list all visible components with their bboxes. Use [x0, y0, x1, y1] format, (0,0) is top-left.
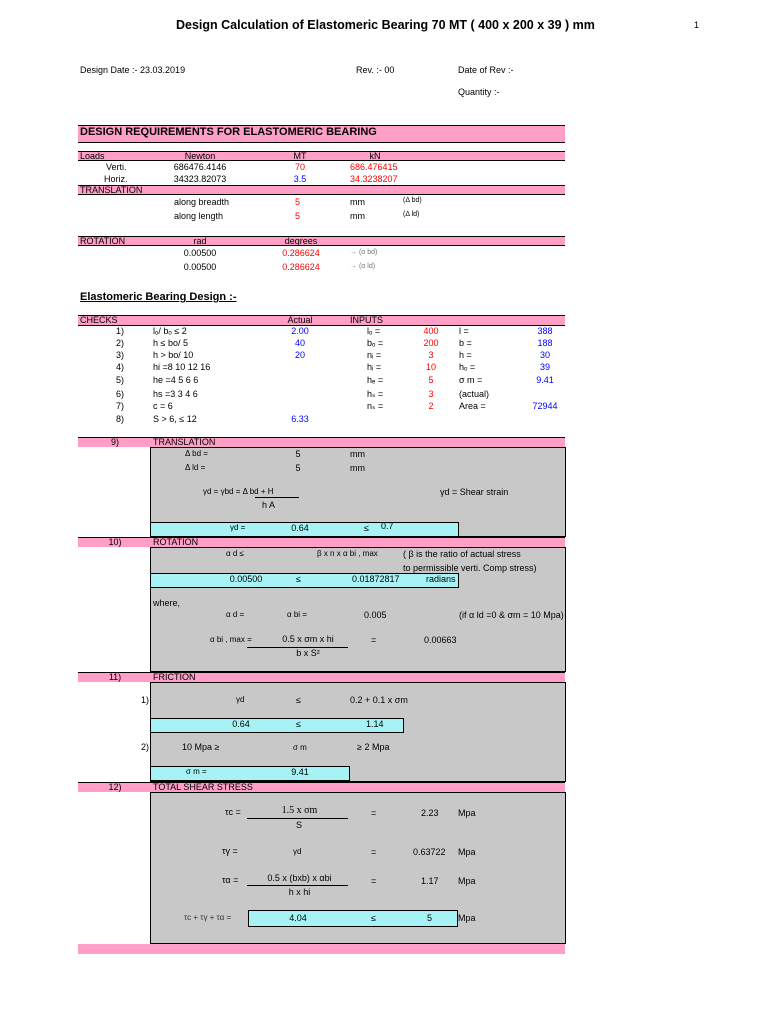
- newton-header: Newton: [184, 151, 216, 161]
- s12-title: TOTAL SHEAR STRESS: [153, 782, 253, 792]
- check-input-value: 2: [428, 401, 434, 411]
- s10-equals: =: [371, 635, 377, 645]
- s12-ta-label: τα =: [222, 875, 239, 885]
- s9-result-label: γd =: [230, 523, 246, 532]
- s12-ty-unit: Mpa: [458, 847, 476, 857]
- along-length-label: along length: [174, 211, 224, 221]
- s9-result-limit: 0.7: [381, 521, 394, 531]
- s10-condition: (if α ld =0 & σm = 10 Mpa): [459, 610, 564, 620]
- s12-ty-equals: =: [371, 847, 377, 857]
- s10-abi-value: 0.005: [364, 610, 387, 620]
- check-condition: S > 6, ≤ 12: [153, 414, 197, 424]
- degrees-header: degrees: [284, 236, 318, 246]
- check-number: 7): [115, 401, 124, 411]
- s11-c2-result-value: 9.41: [291, 767, 309, 777]
- check-input-value: 10: [425, 362, 436, 372]
- check-number: 8): [115, 414, 124, 424]
- s11-c1-result-left: 0.64: [232, 719, 250, 729]
- check-input-label: hₑ =: [367, 375, 384, 385]
- s10-title: ROTATION: [153, 537, 199, 547]
- check-number: 2): [115, 338, 124, 348]
- s10-where: where,: [153, 598, 181, 608]
- s10-result-right: 0.01872817: [352, 574, 400, 584]
- s10-result-box: [150, 573, 459, 588]
- s10-note2: to permissible verti. Comp stress): [403, 563, 537, 573]
- footer-band: [78, 944, 565, 954]
- s12-total-value: 4.04: [289, 913, 307, 923]
- check-input-value: 3: [428, 350, 434, 360]
- s9-result-op: ≤: [364, 523, 369, 533]
- check-condition: c = 6: [153, 401, 173, 411]
- horiz-label: Horiz.: [104, 174, 128, 184]
- check-output-value: 30: [539, 350, 550, 360]
- check-output-label: Area =: [459, 401, 486, 411]
- check-input-label: lₒ =: [367, 326, 381, 336]
- s10-result-left: 0.00500: [229, 574, 263, 584]
- s11-c1-left: γd: [236, 695, 245, 704]
- check-input-label: nᵢ =: [367, 350, 382, 360]
- s10-band: [78, 537, 565, 547]
- translation-label: TRANSLATION: [80, 185, 143, 195]
- loads-band: [78, 151, 565, 160]
- along-breadth-label: along breadth: [174, 197, 230, 207]
- s10-abimax-label: α bi , max =: [210, 635, 252, 644]
- s11-c2-right: ≥ 2 Mpa: [357, 742, 390, 752]
- check-input-value: 3: [428, 389, 434, 399]
- check-actual: 2.00: [291, 326, 309, 336]
- s11-c2-left: 10 Mpa ≥: [182, 742, 220, 752]
- s12-number: 12): [108, 782, 122, 792]
- s11-c2-mid: σ m: [293, 743, 307, 752]
- s12-tc-value: 2.23: [421, 808, 439, 818]
- s10-frac-den: b x S²: [296, 648, 320, 658]
- check-input-label: bₒ =: [367, 338, 384, 348]
- check-output-label: (actual): [459, 389, 490, 399]
- check-condition: hs =3 3 4 6: [153, 389, 198, 399]
- s10-number: 10): [108, 537, 122, 547]
- check-actual: 40: [294, 338, 305, 348]
- s11-band: [78, 672, 565, 682]
- s9-dld-label: Δ ld =: [185, 463, 206, 472]
- check-number: 1): [115, 326, 124, 336]
- s10-ad2: α d =: [226, 610, 245, 619]
- check-actual: 20: [294, 350, 305, 360]
- s12-ta-equals: =: [371, 876, 377, 886]
- breadth-symbol: (Δ bd): [403, 197, 422, 204]
- s11-c1-right: 0.2 + 0.1 x σm: [350, 695, 408, 705]
- rot1-rad: 0.00500: [183, 248, 217, 258]
- check-number: 5): [115, 375, 124, 385]
- check-number: 6): [115, 389, 124, 399]
- rot1-deg: 0.286624: [282, 248, 320, 258]
- rot2-rad: 0.00500: [183, 262, 217, 272]
- check-input-label: hᵢ =: [367, 362, 382, 372]
- s12-tc-label: τc =: [225, 807, 241, 817]
- s12-tc-denominator: S: [295, 820, 302, 830]
- check-output-label: l =: [459, 326, 469, 336]
- check-output-label: b =: [459, 338, 472, 348]
- check-input-value: 5: [428, 375, 434, 385]
- horiz-mt: 3.5: [293, 174, 307, 184]
- s10-abimax-value: 0.00663: [424, 635, 457, 645]
- check-input-value: 200: [423, 338, 439, 348]
- quantity: Quantity :-: [458, 87, 500, 97]
- page-title: Design Calculation of Elastomeric Bearing 70 MT ( 400 x 200 x 39 ) mm: [176, 18, 595, 32]
- s12-ty-mid: γd: [293, 847, 302, 856]
- check-condition: h > bo/ 10: [153, 350, 194, 360]
- s9-title: TRANSLATION: [153, 437, 216, 447]
- s10-result-op: ≤: [296, 574, 301, 584]
- check-output-value: 388: [537, 326, 553, 336]
- breadth-value: 5: [294, 197, 300, 207]
- s10-abi: α bi =: [287, 610, 307, 619]
- s12-tc-equals: =: [371, 808, 377, 818]
- s10-frac-num: 0.5 x σm x hi: [282, 634, 334, 644]
- s12-ty-label: τγ =: [222, 846, 238, 856]
- s9-result-value: 0.64: [291, 523, 309, 533]
- s11-c2-result-box: [150, 766, 350, 781]
- check-output-value: 72944: [532, 401, 558, 411]
- check-condition: hi =8 10 12 16: [153, 362, 211, 372]
- s10-ad: α d ≤: [226, 549, 244, 558]
- s11-number: 11): [108, 672, 122, 682]
- s9-formula: γd = γbd = Δ bd + H: [203, 487, 274, 496]
- verti-mt: 70: [294, 162, 305, 172]
- check-output-value: 9.41: [536, 375, 554, 385]
- s11-title: FRICTION: [153, 672, 196, 682]
- requirements-title: DESIGN REQUIREMENTS FOR ELASTOMERIC BEARING: [80, 126, 377, 138]
- s9-formula-denominator: h A: [262, 500, 276, 510]
- horiz-kn: 34.3238207: [350, 174, 398, 184]
- breadth-unit: mm: [350, 197, 365, 207]
- s11-c1-op: ≤: [296, 695, 301, 705]
- check-number: 4): [115, 362, 124, 372]
- check-condition: h ≤ bo/ 5: [153, 338, 188, 348]
- length-symbol: (Δ ld): [403, 211, 420, 218]
- s10-result-unit: radians: [426, 574, 456, 584]
- s12-ta-unit: Mpa: [458, 876, 476, 886]
- checks-band: [78, 315, 565, 325]
- kn-header: kN: [369, 151, 381, 161]
- check-input-value: 400: [423, 326, 439, 336]
- s12-tc-unit: Mpa: [458, 808, 476, 818]
- actual-header: Actual: [287, 315, 313, 325]
- s9-dld-unit: mm: [350, 463, 365, 473]
- s12-ty-value: 0.63722: [413, 847, 446, 857]
- verti-kn: 686.476415: [350, 162, 398, 172]
- check-output-value: 188: [537, 338, 553, 348]
- s9-dbd-value: 5: [295, 449, 301, 459]
- s12-total-limit: 5: [427, 913, 433, 923]
- horiz-newton: 34323.82073: [173, 174, 227, 184]
- check-number: 3): [115, 350, 124, 360]
- check-actual: 6.33: [291, 414, 309, 424]
- s12-total-label: τc + τγ + τα =: [184, 913, 232, 922]
- s12-total-op: ≤: [371, 913, 376, 923]
- s12-ta-denominator: h x hi: [288, 887, 311, 897]
- length-value: 5: [294, 211, 300, 221]
- check-input-label: nₛ =: [367, 401, 384, 411]
- mt-header: MT: [293, 151, 307, 161]
- s12-ta-numerator: 0.5 x (bxb) x αbi: [267, 873, 332, 883]
- s12-ta-value: 1.17: [421, 876, 439, 886]
- translation-band: [78, 185, 565, 194]
- s10-note1: ( β is the ratio of actual stress: [403, 549, 521, 559]
- revision: Rev. :- 00: [356, 65, 395, 75]
- s11-c1-number: 1): [141, 695, 150, 705]
- s9-dbd-label: Δ bd =: [185, 449, 208, 458]
- rotation-label: ROTATION: [80, 236, 126, 246]
- loads-label: Loads: [80, 151, 105, 161]
- s12-band: [78, 782, 565, 792]
- rot2-deg: 0.286624: [282, 262, 320, 272]
- s10-expr: β x n x α bi , max: [317, 549, 378, 558]
- checks-label: CHECKS: [80, 315, 118, 325]
- s9-dbd-unit: mm: [350, 449, 365, 459]
- s9-band: [78, 437, 565, 447]
- s9-dld-value: 5: [295, 463, 301, 473]
- check-output-label: σ m =: [459, 375, 483, 385]
- check-input-label: hₛ =: [367, 389, 384, 399]
- s11-c2-result-label: σ m =: [186, 767, 207, 776]
- design-date: Design Date :- 23.03.2019: [80, 65, 186, 75]
- s11-c1-result-op: ≤: [296, 719, 301, 729]
- check-output-label: hₒ =: [459, 362, 476, 372]
- check-condition: lₒ/ bₒ ≤ 2: [153, 326, 187, 336]
- s9-number: 9): [110, 437, 119, 447]
- s12-tc-numerator: 1.5 x σm: [281, 805, 318, 816]
- rad-header: rad: [193, 236, 207, 246]
- date-of-rev: Date of Rev :-: [458, 65, 514, 75]
- rot1-symbol: → (α bd): [350, 249, 378, 256]
- design-title: Elastomeric Bearing Design :-: [80, 291, 237, 303]
- check-output-value: 39: [539, 362, 550, 372]
- verti-label: Verti.: [106, 162, 127, 172]
- verti-newton: 686476.4146: [173, 162, 227, 172]
- s11-c1-result-right: 1.14: [366, 719, 384, 729]
- page-number: 1: [694, 20, 700, 30]
- check-condition: he =4 5 6 6: [153, 375, 199, 385]
- s9-note: γd = Shear strain: [440, 487, 509, 497]
- check-output-label: h =: [459, 350, 472, 360]
- s12-total-unit: Mpa: [458, 913, 476, 923]
- inputs-header: INPUTS: [350, 315, 384, 325]
- rot2-symbol: → (α ld): [350, 263, 376, 270]
- length-unit: mm: [350, 211, 365, 221]
- s11-c2-number: 2): [141, 742, 150, 752]
